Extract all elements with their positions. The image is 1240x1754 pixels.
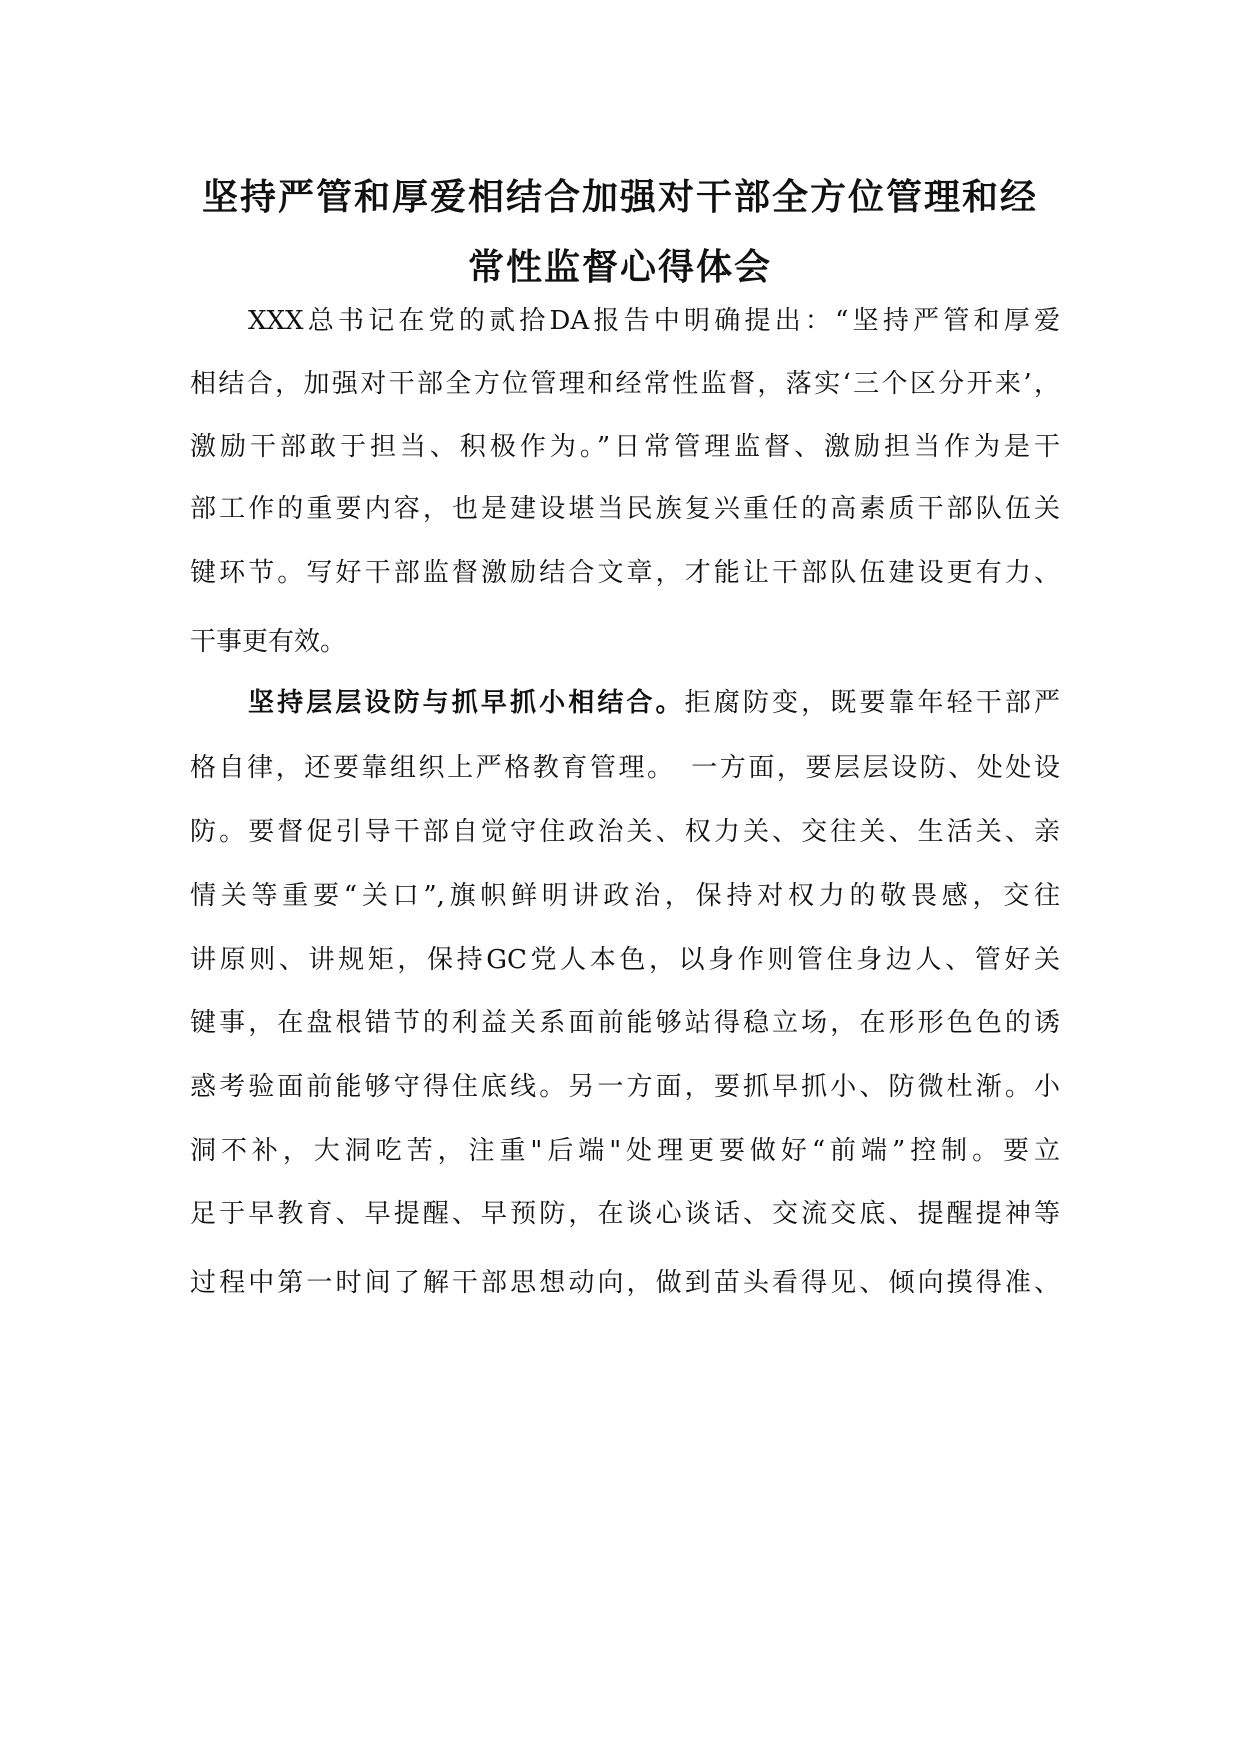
- paragraph-2-heading: 坚持层层设防与抓早抓小相结合。: [248, 688, 685, 718]
- paragraph-2-line-1-text: 拒腐防变，既要靠年轻干部严: [684, 688, 1060, 718]
- paragraph-1-line-6: 干事更有效。: [190, 627, 347, 657]
- paragraph-2-line-10: 过程中第一时间了解干部思想动向，做到苗头看得见、倾向摸得准、: [190, 1268, 1060, 1298]
- paragraph-2-line-1: [248, 685, 1060, 721]
- paragraph-1-line-2: 相结合，加强对干部全方位管理和经常性监督，落实‘三个区分开来’，: [190, 369, 1060, 399]
- paragraph-1-line-5: 键环节。写好干部监督激励结合文章，才能让干部队伍建设更有力、: [190, 558, 1060, 588]
- paragraph-2-line-5: 讲原则、讲规矩，保持GC党人本色，以身作则管住身边人、管好关: [190, 945, 1060, 975]
- document-title-line-1: 坚持严管和厚爱相结合加强对干部全方位管理和经: [201, 177, 1038, 218]
- paragraph-2-line-4: 情关等重要“关口”,旗帜鲜明讲政治，保持对权力的敬畏感，交往: [190, 881, 1060, 911]
- paragraph-2-line-3: 防。要督促引导干部自觉守住政治关、权力关、交往关、生活关、亲: [190, 817, 1060, 847]
- paragraph-1-line-1: XXX总书记在党的贰拾DA报告中明确提出：“坚持严管和厚爱: [248, 306, 1060, 336]
- paragraph-1-line-3: 激励干部敢于担当、积极作为。”日常管理监督、激励担当作为是干: [190, 432, 1060, 462]
- paragraph-1-line-4: 部工作的重要内容，也是建设堪当民族复兴重任的高素质干部队伍关: [190, 494, 1060, 524]
- document-title-line-2: 常性监督心得体会: [467, 247, 772, 288]
- paragraph-2-line-8: 洞不补，大洞吃苦，注重"后端"处理更要做好“前端”控制。要立: [190, 1136, 1060, 1166]
- paragraph-2-line-6: 键事，在盘根错节的利益关系面前能够站得稳立场，在形形色色的诱: [190, 1008, 1060, 1038]
- paragraph-2-line-2: 格自律，还要靠组织上严格教育管理。 一方面，要层层设防、处处设: [190, 753, 1060, 783]
- paragraph-2-line-7: 惑考验面前能够守得住底线。另一方面，要抓早抓小、防微杜渐。小: [190, 1072, 1060, 1102]
- paragraph-2-line-9: 足于早教育、早提醒、早预防，在谈心谈话、交流交底、提醒提神等: [190, 1199, 1060, 1229]
